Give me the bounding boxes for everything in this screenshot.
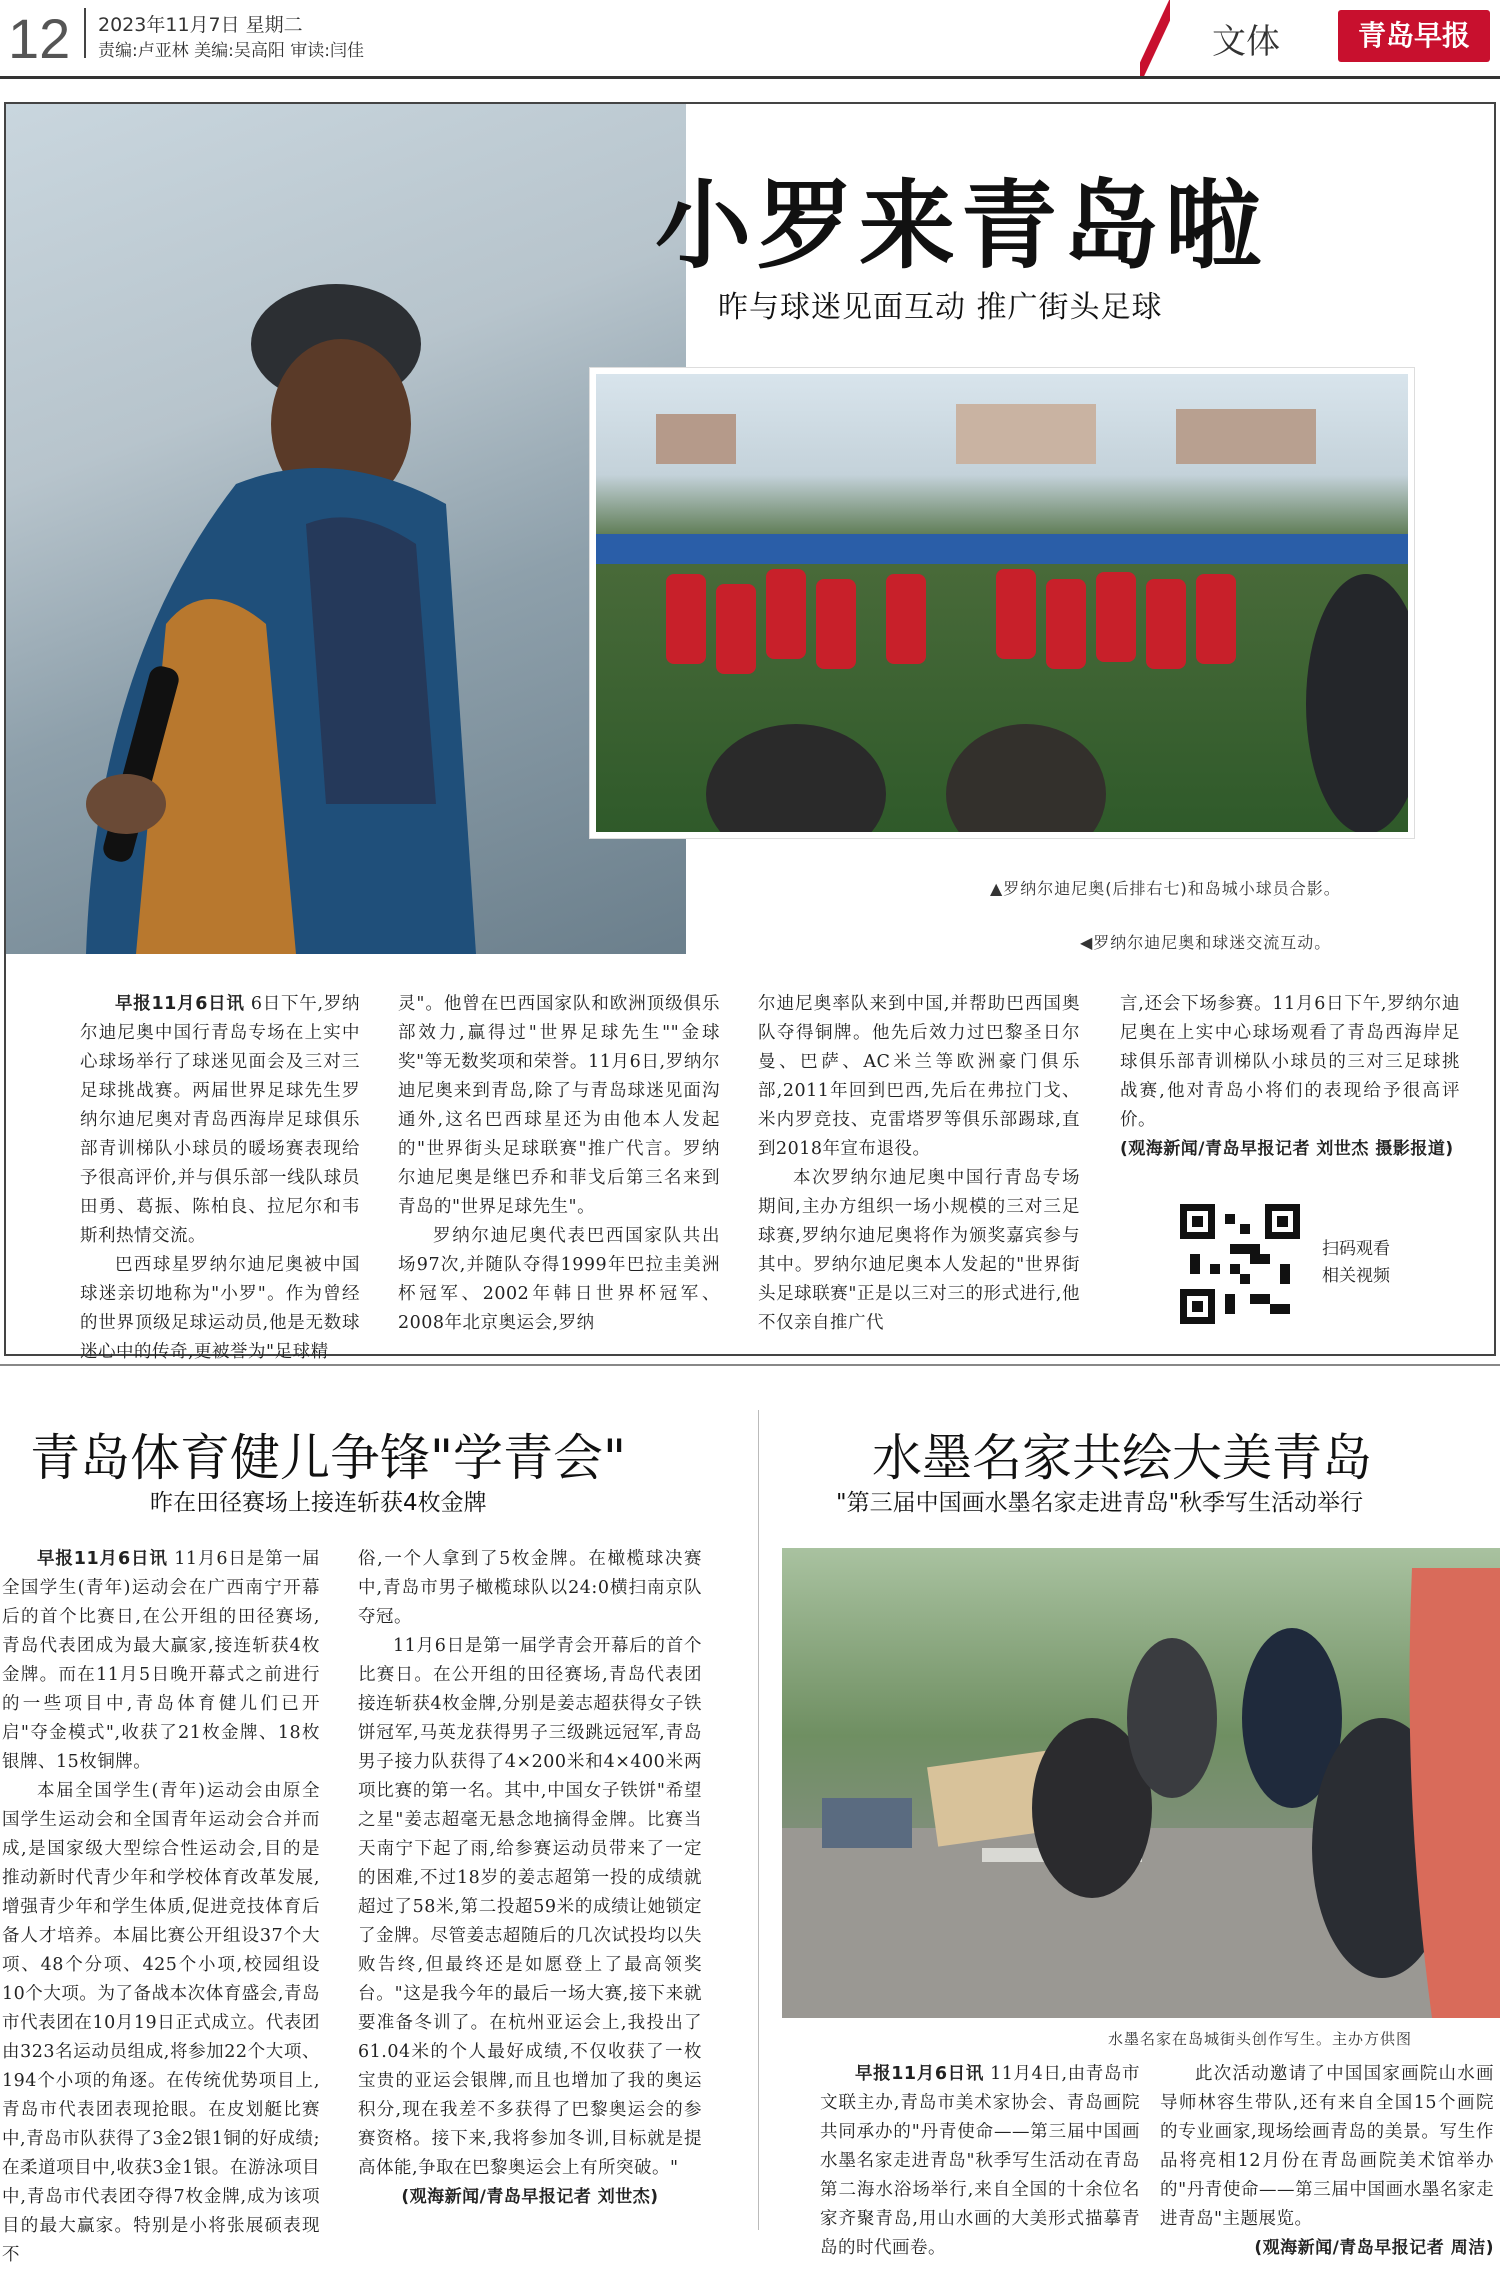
page-number: 12 (8, 7, 71, 70)
story1-dateline: 早报11月6日讯 (115, 994, 245, 1014)
qr-code[interactable] (1180, 1204, 1300, 1324)
story2-column-2 (358, 1545, 702, 2212)
story-separator (0, 1364, 1500, 1366)
story1-column-2 (398, 990, 720, 1338)
story1-column-1 (80, 990, 360, 1367)
story2-byline: (观海新闻/青岛早报记者 刘世杰) (401, 2187, 659, 2207)
story2-col1-para2: 本届全国学生(青年)运动会由原全国学生运动会和全国青年运动会合并而成,是国家级大型综合性运动会,目的是推动新时代青少年和学校体育改革发展,增强青少年和学生体质,促进竞技体育后备人才培养。本届比赛公开组设37个大项、48个分项、425个小项,校园组设10个大项。为了备战本次体育盛会,青岛市代表团在10月19日正式成立。代表团由323名运动员组成,将参加22个大项、194个小项的角逐。在传统优势项目上,青岛市代表团表现抢眼。在皮划艇比赛中,青岛市队获得了3金2银1铜的好成绩;在柔道项目中,收获3金1银。在游泳项目中,青岛市代表团夺得7枚金牌,成为该项目的最大赢家。特别是小将张展硕表现不 (2, 1781, 320, 2265)
painting-photo (782, 1548, 1500, 2018)
story2-col1-text: 11月6日是第一届全国学生(青年)运动会在广西南宁开幕后的首个比赛日,在公开组的田径赛场,青岛代表团成为最大赢家,接连斩获4枚金牌。而在11月5日晚开幕式之前进行的一些项目中,青岛体育健儿们已开启"夺金模式",收获了21枚金牌、18枚银牌、15枚铜牌。 (2, 1549, 320, 1772)
issue-date: 2023年11月7日 星期二 (98, 14, 303, 36)
qr-code-icon (1180, 1204, 1300, 1324)
story1-col2-para2: 罗纳尔迪尼奥代表巴西国家队共出场97次,并随队夺得1999年巴拉圭美洲杯冠军、2002年韩日世界杯冠军、2008年北京奥运会,罗纳 (398, 1226, 720, 1333)
qr-label (1322, 1236, 1390, 1290)
header-rule (0, 76, 1500, 79)
column-divider (758, 1410, 759, 2230)
story3-col2-text: 此次活动邀请了中国国家画院山水画导师林容生带队,还有来自全国15个画院的专业画家,现场绘画青岛的美景。写生作品将亮相12月份在青岛画院美术馆举办的"丹青使命——第三届中国画水墨名家走进青岛"主题展览。 (1160, 2064, 1494, 2229)
hero-photo-caption: ◀罗纳尔迪尼奥和球迷交流互动。 (1080, 933, 1332, 952)
story2-column-1 (2, 1545, 320, 2270)
story3-column-1 (820, 2060, 1140, 2263)
story3-column-2 (1160, 2060, 1494, 2263)
story1-col1-text: 6日下午,罗纳尔迪尼奥中国行青岛专场在上实中心球场举行了球迷见面会及三对三足球挑战赛。两届世界足球先生罗纳尔迪尼奥对青岛西海岸足球俱乐部青训梯队小球员的暖场赛表现给予很高评价,并与俱乐部一线队球员田勇、葛振、陈柏良、拉尼尔和韦斯利热情交流。 (80, 994, 360, 1246)
story3-title: 水墨名家共绘大美青岛 (872, 1429, 1372, 1487)
qr-label-line2: 相关视频 (1322, 1266, 1390, 1286)
story3-byline: (观海新闻/青岛早报记者 周洁) (1254, 2238, 1494, 2258)
story1-title: 小罗来青岛啦 (655, 170, 1267, 282)
group-photo (590, 368, 1414, 838)
story1-byline: (观海新闻/青岛早报记者 刘世杰 摄影报道) (1120, 1139, 1454, 1159)
story3-subtitle: "第三届中国画水墨名家走进青岛"秋季写生活动举行 (836, 1490, 1364, 1516)
story1-col3-para2: 本次罗纳尔迪尼奥中国行青岛专场期间,主办方组织一场小规模的三对三足球赛,罗纳尔迪尼奥将作为颁奖嘉宾参与其中。罗纳尔迪尼奥本人发起的"世界街头足球联赛"正是以三对三的形式进行,他不仅亲自推广代 (758, 1168, 1080, 1333)
painting-photo-caption: 水墨名家在岛城街头创作写生。主办方供图 (1108, 2030, 1413, 2048)
story1-col3-text: 尔迪尼奥率队来到中国,并帮助巴西国奥队夺得铜牌。他先后效力过巴黎圣日尔曼、巴萨、AC米兰等欧洲豪门俱乐部,2011年回到巴西,先后在弗拉门戈、米内罗竞技、克雷塔罗等俱乐部踢球,直到2018年宣布退役。 (758, 994, 1080, 1159)
story1-column-4 (1120, 990, 1460, 1164)
story2-subtitle: 昨在田径赛场上接连斩获4枚金牌 (150, 1490, 487, 1516)
painting-photo-figure (782, 1548, 1500, 2018)
newspaper-logo: 青岛早报 (1338, 10, 1490, 62)
hero-photo-figure (6, 104, 686, 954)
story1-subtitle: 昨与球迷见面互动 推广街头足球 (718, 290, 1163, 325)
group-photo-caption: ▲罗纳尔迪尼奥(后排右七)和岛城小球员合影。 (990, 879, 1341, 898)
editor-credits: 责编:卢亚林 美编:吴高阳 审读:闫佳 (98, 41, 364, 61)
header-divider (84, 8, 86, 58)
header-accent-slash (1140, 0, 1170, 76)
story2-col2-para2: 11月6日是第一届学青会开幕后的首个比赛日。在公开组的田径赛场,青岛代表团接连斩获4枚金牌,分别是姜志超获得女子铁饼冠军,马英龙获得男子三级跳远冠军,青岛男子接力队获得了4×200米和4×400米两项比赛的第一名。其中,中国女子铁饼"希望之星"姜志超毫无悬念地摘得金牌。比赛当天南宁下起了雨,给参赛运动员带来了一定的困难,不过18岁的姜志超第一投的成绩就超过了58米,第二投超59米的成绩让她锁定了金牌。尽管姜志超随后的几次试投均以失败告终,但最终还是如愿登上了最高领奖台。"这是我今年的最后一场大赛,接下来就要准备冬训了。在杭州亚运会上,我投出了61.04米的个人最好成绩,不仅收获了一枚宝贵的亚运会银牌,而且也增加了我的奥运积分,现在我差不多获得了巴黎奥运会的参赛资格。接下来,我将参加冬训,目标就是提高体能,争取在巴黎奥运会上有所突破。" (358, 1636, 702, 2178)
story3-dateline: 早报11月6日讯 (855, 2064, 984, 2084)
qr-label-line1: 扫码观看 (1322, 1239, 1390, 1259)
story1-col2-text: 灵"。他曾在巴西国家队和欧洲顶级俱乐部效力,赢得过"世界足球先生""金球奖"等无数奖项和荣誉。11月6日,罗纳尔迪尼奥来到青岛,除了与青岛球迷见面沟通外,这名巴西球星还为由他本人发起的"世界街头足球联赛"推广代言。罗纳尔迪尼奥是继巴乔和菲戈后第三名来到青岛的"世界足球先生"。 (398, 994, 720, 1217)
story1-column-3 (758, 990, 1080, 1338)
story2-dateline: 早报11月6日讯 (37, 1549, 168, 1569)
group-photo-figure (596, 374, 1408, 832)
story3-col1-text: 11月4日,由青岛市文联主办,青岛市美术家协会、青岛画院共同承办的"丹青使命——第三届中国画水墨名家走进青岛"秋季写生活动在青岛第二海水浴场举行,来自全国的十余位名家齐聚青岛,用山水画的大美形式描摹青岛的时代画卷。 (820, 2064, 1140, 2258)
hero-photo (6, 104, 686, 954)
story2-title: 青岛体育健儿争锋"学青会" (30, 1429, 626, 1487)
story1-col1-para2: 巴西球星罗纳尔迪尼奥被中国球迷亲切地称为"小罗"。作为曾经的世界顶级足球运动员,他是无数球迷心中的传奇,更被誉为"足球精 (80, 1255, 360, 1362)
story2-col2-text: 俗,一个人拿到了5枚金牌。在橄榄球决赛中,青岛市男子橄榄球队以24:0横扫南京队夺冠。 (358, 1549, 702, 1627)
section-name: 文体 (1212, 22, 1280, 62)
story1-col4-text: 言,还会下场参赛。11月6日下午,罗纳尔迪尼奥在上实中心球场观看了青岛西海岸足球俱乐部青训梯队小球员的三对三足球挑战赛,他对青岛小将们的表现给予很高评价。 (1120, 994, 1460, 1130)
